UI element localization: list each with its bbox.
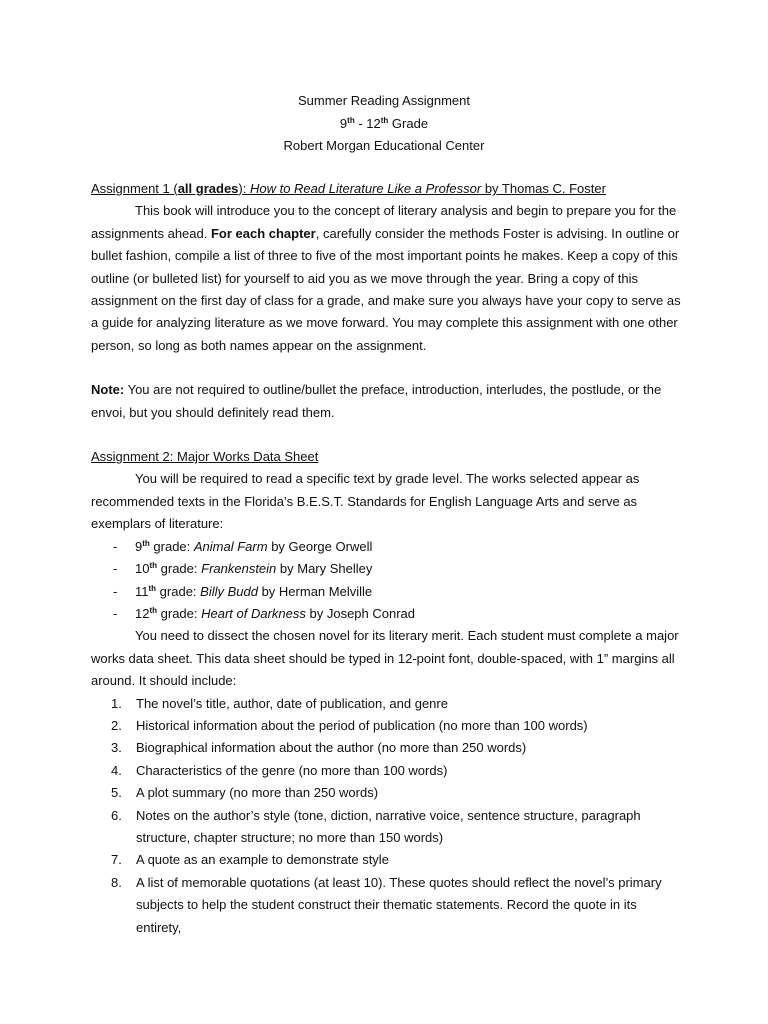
grade-end-sup: th [380,115,389,125]
document-header [0,90,768,158]
work-label: grade: [157,561,202,577]
item-number: 5. [111,785,122,801]
grade-suffix: Grade [388,115,429,131]
works-list-item [91,558,681,580]
item-text: Notes on the author’s style (tone, diction, narrative voice, sentence structure, paragraph structure, chapter structure; no more than 150 words) [136,807,641,845]
assignment1-heading [91,178,681,200]
document-body [91,178,681,939]
bullet-dash: - [113,538,118,554]
item-number: 2. [111,717,122,733]
work-grade-sup: th [148,583,157,593]
work-label: grade: [156,583,201,599]
assignment1-heading-prefix: Assignment 1 ( [91,181,178,196]
item-number: 7. [111,852,122,868]
item-text: Biographical information about the author (no more than 250 words) [136,740,527,756]
requirements-list [91,693,681,939]
work-title: Billy Budd [200,583,258,599]
bullet-dash: - [113,583,118,599]
bullet-dash: - [113,561,118,577]
grade-start: 9 [339,115,348,131]
bullet-dash: - [113,605,118,621]
item-number: 8. [111,874,122,890]
item-text: A list of memorable quotations (at least 10). These quotes should reflect the novel’s primary subjects to help the student construct their thematic statements. Record the quote in its entirety, [136,874,662,935]
requirements-list-item [91,715,681,737]
work-title: Animal Farm [193,538,268,554]
item-number: 1. [111,695,122,711]
requirements-list-item [91,760,681,782]
spacer [91,357,681,379]
item-number: 4. [111,762,122,778]
item-text: A quote as an example to demonstrate style [136,852,389,868]
assignment2-dissect-paragraph: You need to dissect the chosen novel for its literary merit. Each student must complete a major works data sheet. This data sheet should be typed in 12-point font, double-spaced, with 1” margins all around. It should include: [91,628,679,689]
item-text: A plot summary (no more than 250 words) [136,785,379,801]
school-name: Robert Morgan Educational Center [283,138,485,153]
requirements-list-item [91,849,681,871]
works-list-item [91,603,681,625]
grade-end: 12 [366,115,381,131]
assignment2-intro: You will be required to read a specific text by grade level. The works selected appear as recommended texts in the Florida’s B.E.S.T. Standards for English Language Arts and serve as exemplars of literature: [91,471,640,532]
work-label: grade: [157,605,202,621]
item-text: The novel’s title, author, date of publication, and genre [136,695,448,711]
work-grade-sup: th [142,538,150,548]
grade-start-sup: th [347,115,355,125]
requirements-list-item [91,872,681,939]
assignment1-para-start: This book will introduce you to the concept of literary analysis and begin to prepare you for the assignments ahead. [91,203,677,241]
grade-range [0,113,768,136]
assignment1-heading-bold: all grades [177,181,239,196]
requirements-list-item [91,693,681,715]
item-number: 3. [111,740,122,756]
assignment1-paragraph [91,200,681,357]
note-paragraph [91,379,681,424]
works-list-item [91,581,681,603]
requirements-list-item [91,737,681,759]
requirements-list-item [91,782,681,804]
requirements-list-item [91,805,681,850]
assignment1-para-rest: , carefully consider the methods Foster is advising. In outline or bullet fashion, compile a list of three to five of the most important points he makes. Keep a copy of this outline (or bulleted list) for yourself to aid you as we move through the year. Bring a copy of this assignment on the first day of class for a grade, and make sure you always have your copy to serve as a guide for analyzing literature as we move forward. You may complete this assignment with one other person, so long as both names appear on the assignment. [91,225,681,353]
work-grade: 12 [135,605,150,621]
work-grade-sup: th [149,561,158,571]
item-number: 6. [111,807,122,823]
assignment1-heading-mid: ): [238,181,250,196]
work-grade: 10 [135,561,150,577]
work-grade: 11 [135,583,149,599]
item-text: Historical information about the period of publication (no more than 100 words) [136,717,588,733]
work-title: Heart of Darkness [201,605,306,621]
assignment1-heading-author: by Thomas C. Foster [481,181,606,196]
work-grade: 9 [135,538,143,554]
spacer [91,424,681,446]
item-text: Characteristics of the genre (no more than 100 words) [136,762,448,778]
assignment2-heading: Assignment 2: Major Works Data Sheet [91,449,319,465]
work-label: grade: [149,538,194,554]
work-grade-sup: th [149,605,158,615]
works-list-item [91,536,681,558]
grade-dash: - [354,115,367,131]
work-author: by George Orwell [267,538,373,554]
assignment1-para-bold: For each chapter [210,225,316,241]
note-label: Note: [91,382,125,398]
work-author: by Herman Melville [257,583,373,599]
work-title: Frankenstein [201,561,277,577]
note-text: You are not required to outline/bullet the preface, introduction, interludes, the postlude, or the envoi, but you should definitely read them. [91,382,662,420]
assignment1-book-title: How to Read Literature Like a Professor [249,181,482,196]
works-list [91,536,681,626]
work-author: by Mary Shelley [276,561,373,577]
document-title: Summer Reading Assignment [298,93,470,108]
work-author: by Joseph Conrad [305,605,416,621]
